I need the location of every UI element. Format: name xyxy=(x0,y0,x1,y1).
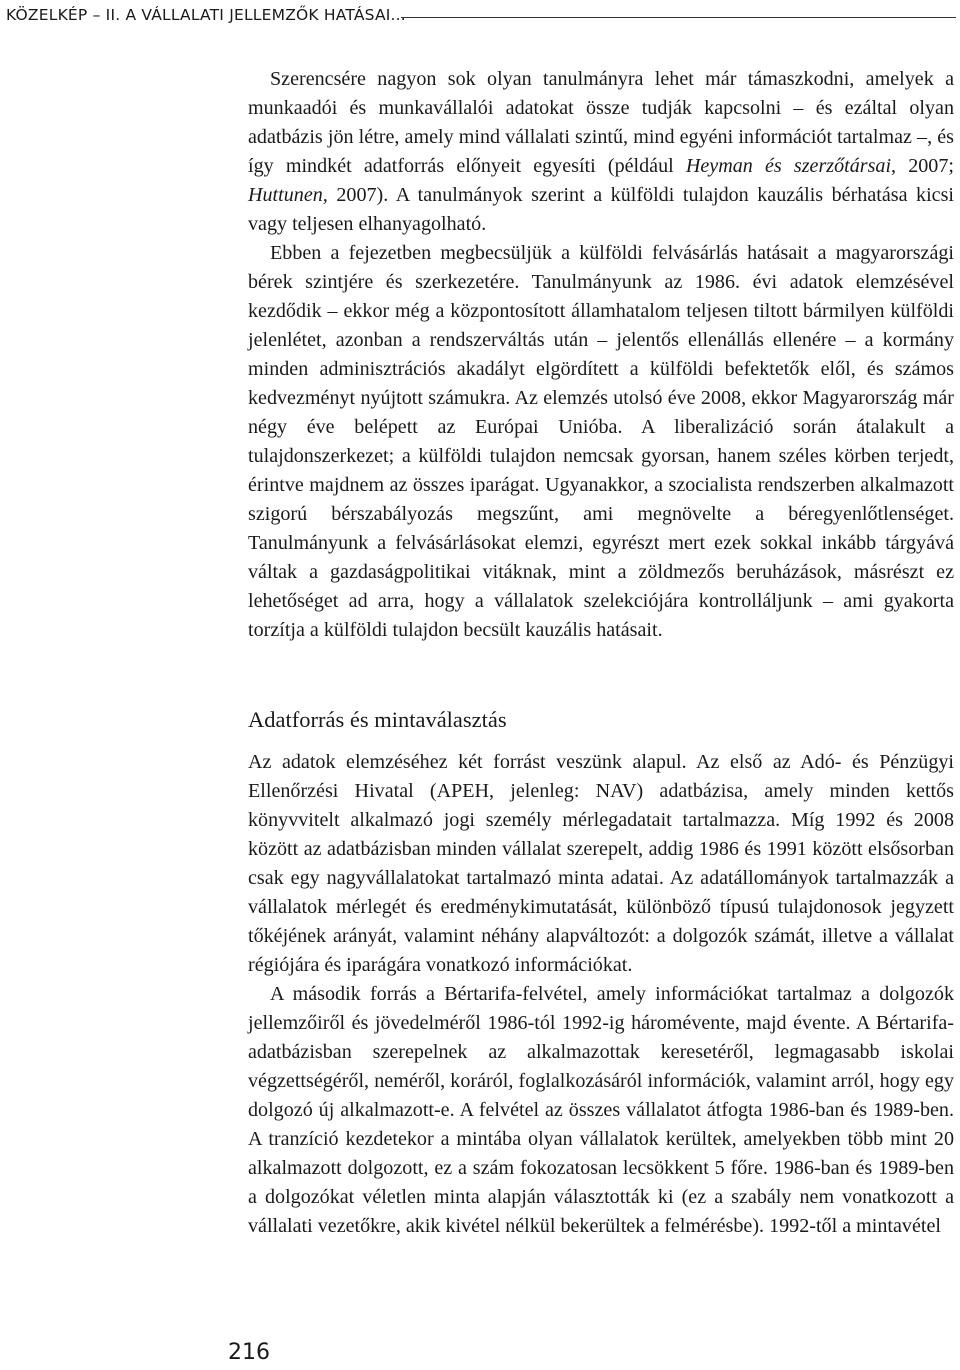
intro-p1-text-b: , 2007; xyxy=(891,155,954,177)
page-number: 216 xyxy=(228,1340,270,1365)
intro-paragraph-2: Ebben a fejezetben megbecsüljük a külföldi felvásárlás hatásait a magyarországi bérek szintjére és szerkezetére. Tanulmányunk az 1986. évi adatok elemzésével kezdődik – ekkor még a központosított államhatalom teljesen tiltott bármilyen külföldi jelenlétet, azonban a rendszerváltás után – jelentős ellenállás ellenére – a kormány minden adminisztrációs akadályt elgördített a külföldi befektetők elől, és számos kedvezményt nyújtott számukra. Az elemzés utolsó éve 2008, ekkor Magyarország már négy éve belépett az Európai Unióba. A liberalizáció során átalakult a tulajdonszerkezet; a külföldi tulajdon nemcsak gyorsan, hanem széles körben terjedt, érintve majdnem az összes iparágat. Ugyanakkor, a szocialista rendszerben alkalmazott szigorú bérszabályozás megszűnt, ami megnövelte a béregyenlőtlenséget. Tanulmányunk a felvásárlásokat elemzi, egyrészt mert ezek sokkal inkább tárgyává váltak a gazdaságpolitikai vitáknak, mint a zöldmezős beruházások, másrészt ez lehetőséget ad arra, hogy a vállalatok szelekciójára kontrolláljunk – ami gyakorta torzítja a külföldi tulajdon becsült kauzális hatásait. xyxy=(248,242,954,641)
section-paragraph-2: A második forrás a Bértarifa-felvétel, amely információkat tartalmaz a dolgozók jellemzőiről és jövedelméről 1986-tól 1992-ig háromévente, majd évente. A Bértarifa-adatbázisban szerepelnek az alkalmazottak keresetéről, legmagasabb iskolai végzettségéről, neméről, koráról, foglalkozásáról információk, valamint arról, hogy egy dolgozó új alkalmazott-e. A felvétel az összes vállalatot átfogta 1986-ban és 1989-ben. A tranzíció kezdetekor a mintába olyan vállalatok kerültek, amelyekben több mint 20 alkalmazott dolgozott, ez a szám fokozatosan lecsökkent 5 főre. 1986-ban és 1989-ben a dolgozókat véletlen minta alapján választották ki (ez a szabály nem vonatkozott a vállalati vezetőkre, akik kivétel nélkül bekerültek a felmérésbe). 1992-től a mintavétel xyxy=(248,983,954,1237)
citation-heyman: Heyman és szerzőtársai xyxy=(685,155,892,177)
citation-huttunen: Huttunen, xyxy=(248,184,328,206)
running-header xyxy=(6,4,956,32)
running-title: KÖZELKÉP – II. A VÁLLALATI JELLEMZŐK HATÁSAI... xyxy=(6,6,406,24)
section-paragraph-1: Az adatok elemzéséhez két forrást veszünk alapul. Az első az Adó- és Pénzügyi Ellenőrzési Hivatal (APEH, jelenleg: NAV) adatbázisa, amely minden kettős könyvvitelt alkalmazó jogi személy mérlegadatait tartalmazza. Míg 1992 és 2008 között az adatbázisban minden vállalat szerepelt, addig 1986 és 1991 között elsősorban csak egy nagyvállalatokat tartalmazó minta adatai. Az adatállományok tartalmazzák a vállalatok mérlegét és eredménykimutatását, különböző típusú tulajdonosok jegyzett tőkéjének arányát, valamint néhány alapváltozót: a dolgozók számát, illetve a vállalat régiójára és iparágára vonatkozó információkat. xyxy=(248,751,954,976)
intro-p1-text-c: 2007). A tanulmányok szerint a külföldi tulajdon kauzális bérhatása kicsi vagy teljesen elhanyagolható. xyxy=(248,184,954,235)
intro-p1-text-a: Szerencsére nagyon sok olyan tanulmányra lehet már támaszkodni, amelyek a munkaadói és munkavállalói adatokat össze tudják kapcsolni – és ezáltal olyan adatbázis jön létre, amely mind vállalati szintű, mind egyéni információt tartalmaz –, és így mindkét adatforrás előnyeit egyesíti (például xyxy=(248,68,954,177)
section-text xyxy=(248,748,954,1241)
intro-text xyxy=(248,65,954,645)
section-heading: Adatforrás és mintaválasztás xyxy=(248,707,507,732)
intro-paragraph-1 xyxy=(248,65,954,239)
header-rule xyxy=(401,17,956,18)
